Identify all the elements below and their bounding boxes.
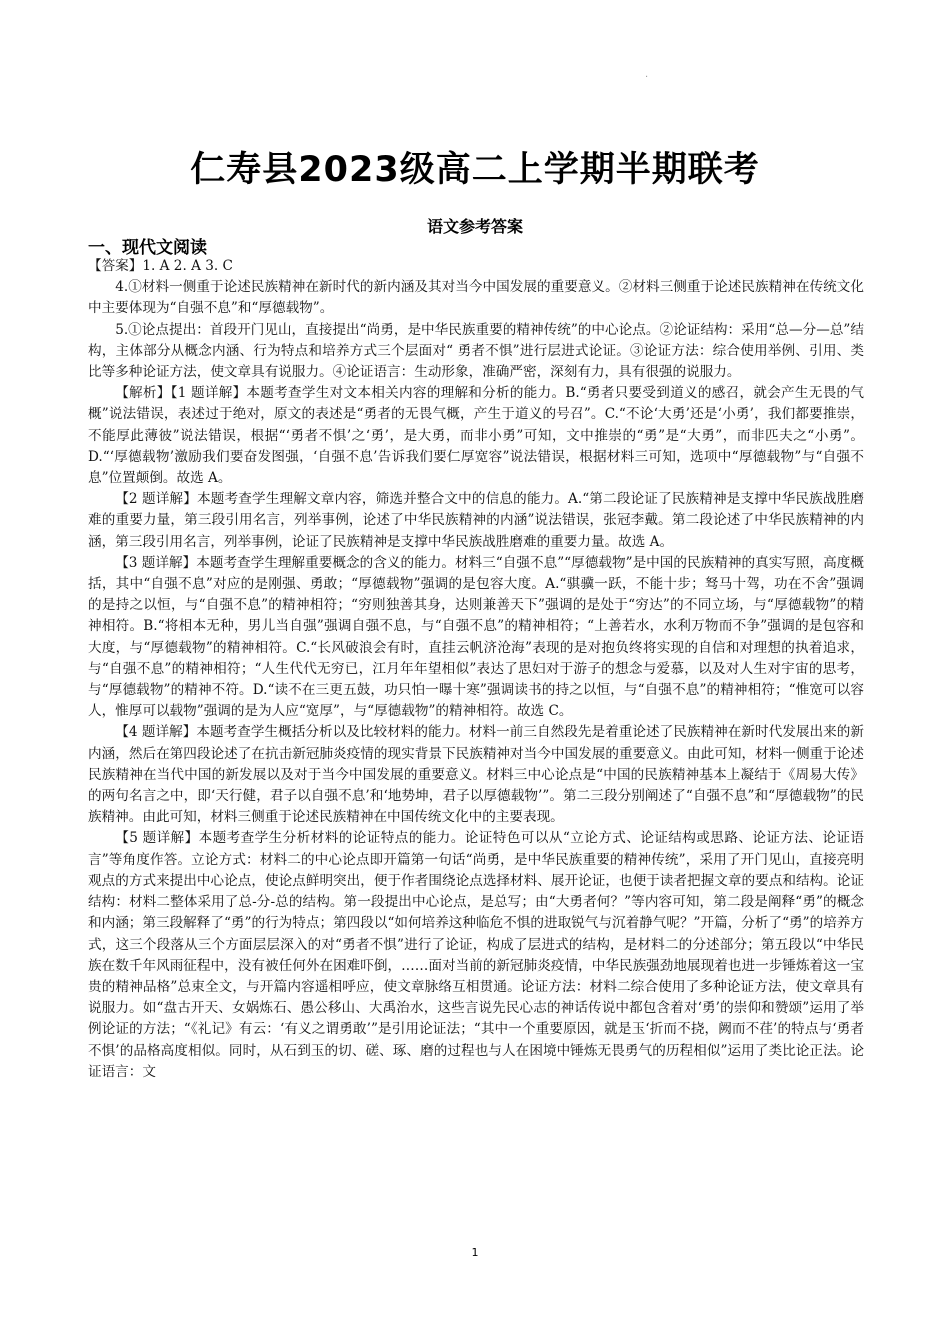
analysis-q4: 【4 题详解】本题考查学生概括分析以及比较材料的能力。材料一前三自然段先是着重论述了民族精神在新时代发展出来的新内涵，然后在第四段论述了在抗击新冠肺炎疫情的现实背景下民族精神对当今中国发展的重要意义。由此可知，材料一侧重于论述民族精神在当代中国的新发展以及对于当今中国发展的重要意义。材料三中心论点是“中国的民族精神基本上凝结于《周易大传》的两句名言之中，即‘天行健，君子以自强不息’和‘地势坤，君子以厚德载物’”。第二三段分别阐述了“自强不息”和“厚德载物”的民族精神。由此可知，材料三侧重于论述民族精神在中国传统文化中的主要表现。	[88, 724, 864, 826]
answer-4: 4.①材料一侧重于论述民族精神在新时代的新内涵及其对当今中国发展的重要意义。②材料三侧重于论述民族精神在传统文化中主要体现为“自强不息”和“厚德载物”。	[88, 279, 864, 317]
answer-5: 5.①论点提出：首段开门见山，直接提出“尚勇，是中华民族重要的精神传统”的中心论点。②论证结构：采用“总—分—总”结构，主体部分从概念内涵、行为特点和培养方式三个层面对“ 勇者不惧”进行层进式论证。③论证方法：综合使用举例、引用、类比等多种论证方法，使文章具有说服力。④论证语言：生动形象，准确严密，深刻有力，具有很强的说服力。	[88, 321, 864, 381]
analysis-q1: 【解析】【1 题详解】本题考查学生对文本相关内容的理解和分析的能力。B.“勇者只要受到道义的感召，就会产生无畏的气概”说法错误，表述过于绝对，原文的表述是“勇者的无畏气概，产生于道义的号召”。C.“不论‘大勇’还是‘小勇’，我们都要推崇，不能厚此薄彼”说法错误，根据“‘勇者不惧’之‘勇’，是大勇，而非小勇”可知，文中推崇的“勇”是“大勇”，而非匹夫之“小勇”。D.“‘厚德载物’激励我们要奋发图强，‘自强不息’告诉我们要仁厚宽容”说法错误，根据材料三可知，选项中“厚德载物”与“自强不息”位置颠倒。故选 A。	[88, 385, 864, 487]
page-subtitle: 语文参考答案	[426, 217, 523, 236]
page-number: 1	[471, 1246, 479, 1259]
page-title: 仁寿县2023级高二上学期半期联考	[190, 150, 760, 190]
analysis-q2: 【2 题详解】本题考查学生理解文章内容，筛选并整合文中的信息的能力。A.“第二段论证了民族精神是支撑中华民族战胜磨难的重要力量，第三段引用名言，列举事例，论述了中华民族精神的内涵”说法错误，张冠李戴。第二段论述了中华民族精神的内涵，第三段引用名言，列举事例，论证了民族精神是支撑中华民族战胜磨难的重要力量。故选 A。	[88, 491, 864, 550]
header-mark: ·	[645, 72, 649, 83]
answer-line: 【答案】1. A 2. A 3. C	[88, 258, 233, 274]
section-heading: 一、现代文阅读	[88, 238, 207, 258]
document-body	[88, 256, 864, 1083]
analysis-q5: 【5 题详解】本题考查学生分析材料的论证特点的能力。论证特色可以从“立论方式、论证结构或思路、论证方法、论证语言”等角度作答。立论方式：材料二的中心论点即开篇第一句话“尚勇，是中华民族重要的精神传统”，采用了开门见山，直接亮明观点的方式来提出中心论点，使论点鲜明突出，便于作者围绕论点选择材料、展开论证，也便于读者把握文章的要点和结构。论证结构：材料二整体采用了总-分-总的结构。第一段提出中心论点，是总写；由“大勇者何？”等内容可知，第二段是阐释“勇”的概念和内涵；第三段解释了“勇”的行为特点；第四段以“如何培养这种临危不惧的进取锐气与沉着静气呢？”开篇，分析了“勇”的培养方式，这三个段落从三个方面层层深入的对“勇者不惧”进行了论证，构成了层进式的结构，是材料二的分述部分；第五段以“中华民族在数千年风雨征程中，没有被任何外在困难吓倒，……面对当前的新冠肺炎疫情，中华民族强劲地展现着也进一步锤炼着这一宝贵的精神品格”总束全文，与开篇内容遥相呼应，使文章脉络互相贯通。论证方法：材料二综合使用了多种论证方法，使文章具有说服力。如“盘古开天、女娲炼石、愚公移山、大禹治水，这些言说先民心志的神话传说中都包含着对‘勇’的崇仰和赞颂”运用了举例论证的方法；“《礼记》有云：‘有义之谓勇敢’”是引用论证法；“其中一个重要原因，就是玉‘折而不挠，阙而不荏’的特点与‘勇者不惧’的品格高度相似。同时，从石到玉的切、磋、琢、磨的过程也与人在困境中锤炼无畏勇气的历程相似”运用了类比论正法。论证语言：文	[88, 830, 864, 1080]
analysis-q3: 【3 题详解】本题考查学生理解重要概念的含义的能力。材料三“自强不息”“厚德载物”是中国的民族精神的真实写照，高度概括，其中“自强不息”对应的是刚强、勇敢；“厚德载物”强调的是包容大度。A.“骐骥一跃，不能十步；驽马十驾，功在不舍”强调的是持之以恒，与“自强不息”的精神相符；“穷则独善其身，达则兼善天下”强调的是处于“穷达”的不同立场，与“厚德载物”的精神相符。B.“将相本无种，男儿当自强”强调自强不息，与“自强不息”的精神相符；“上善若水，水利万物而不争”强调的是包容和大度，与“厚德载物”的精神相符。C.“长风破浪会有时，直挂云帆济沧海”表现的是对抱负终将实现的自信和对理想的执着追求，与“自强不息”的精神相符；“人生代代无穷已，江月年年望相似”表达了思妇对于游子的想念与爱慕，以及对人生对宇宙的思考，与“厚德载物”的精神不符。D.“读不在三更五鼓，功只怕一曝十寒”强调读书的持之以恒，与“自强不息”的精神相符；“惟宽可以容人，惟厚可以载物”强调的是为人应“宽厚”，与“厚德载物”的精神相符。故选 C。	[88, 554, 864, 720]
